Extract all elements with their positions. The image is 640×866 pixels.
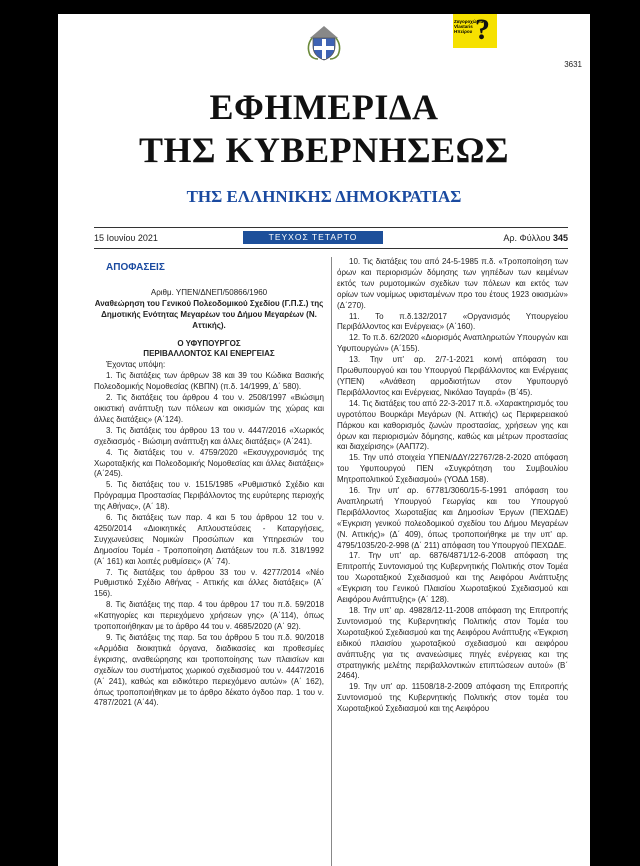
preamble-item: 4. Τις διατάξεις του ν. 4759/2020 «Εκσυγχρονισμός της Χωροταξικής και Πολεοδομικής Νομοθεσίας και άλλες διατάξεις» (Α΄245). (94, 447, 324, 479)
preamble-item: 2. Τις διατάξεις του άρθρου 4 του ν. 2508/1997 «Βιώσιμη οικιστική ανάπτυξη των πόλεων και οικισμών της χώρας και άλλες διατάξεις» (Α΄124). (94, 393, 324, 424)
preamble-item: 17. Την υπ' αρ. 6876/4871/12-6-2008 απόφαση της Επιτροπής Συντονισμού της Κυβερνητικής Πολιτικής στον Τομέα του Χωροταξικού Σχεδιασμού και της Αειφόρου Ανάπτυξης «Έγκριση του Γενικού Πλαισίου Χωροταξικού Σχεδιασμού και Αειφόρου Ανάπτυξης» (Α΄ 128). (337, 551, 568, 605)
right-column (337, 257, 568, 715)
preamble-item: 16. Την υπ' αρ. 67781/3060/15-5-1991 απόφαση του Αναπληρωτή Υπουργού Γεωργίας και του Υπουργού Περιβάλλοντος Χωροταξίας και Δημοσίων Έργων (ΠΕΧΩΔΕ) «Έγκριση γενικού πολεοδομικού σχεδίου του Δήμου Μεγαρέων (Ν. Αττικής)» (Δ΄ 409), όπως τροποποιήθηκε με την υπ' αρ. 4795/1035/20-2-998 (Δ΄ 211) απόφαση του Υπουργού ΠΕΧΩΔΕ. (337, 486, 568, 550)
masthead-line-2: ΤΗΣ ΚΥΒΕΡΝΗΣΕΩΣ (139, 130, 509, 170)
stamp-text: Ζαγοροχώρια Vlastaris Ηπείρου (454, 19, 484, 34)
section-heading: ΑΠΟΦΑΣΕΙΣ (106, 262, 165, 273)
preamble-item: 19. Την υπ' αρ. 11508/18-2-2009 απόφαση της Επιτροπής Συντονισμού της Κυβερνητικής Πολιτικής στον τομέα του Χωροταξικού Σχεδιασμού και της Αειφόρου (337, 682, 568, 714)
preamble-item: 10. Τις διατάξεις του από 24-5-1985 π.δ. «Τροποποίηση των όρων και περιορισμών δόμησης των γηπέδων των κειμένων εκτός των ρυμοτομικών σχεδίων των πόλεων και εκτός των ορίων των νομίμως υφισταμένων προ του έτους 1923 οικισμών» (Δ΄270). (337, 257, 568, 310)
preamble-item: 1. Τις διατάξεις των άρθρων 38 και 39 του Κώδικα Βασικής Πολεοδομικής Νομοθεσίας (ΚΒΠΝ) (π.δ. 14/1999, Δ΄ 580). (94, 371, 324, 392)
preamble-item: 5. Τις διατάξεις του ν. 1515/1985 «Ρυθμιστικό Σχέδιο και Πρόγραμμα Προστασίας Περιβάλλοντος της ευρύτερης περιοχής της Αθήνας», (Α΄ 18). (94, 480, 324, 512)
overlay-stamp (453, 14, 497, 48)
greek-coat-of-arms-icon (304, 22, 344, 62)
preamble-item: 13. Την υπ' αρ. 2/7-1-2021 κοινή απόφαση του Πρωθυπουργού και του Υπουργού Περιβάλλοντος και Ενέργειας (ΥΠΕΝ) «Ανάθεση αρμοδιοτήτων στον Υφυπουργό Περιβάλλοντος και Ενέργειας, Νικόλαο Ταγαρά» (Β΄45). (337, 355, 568, 397)
preamble-item: 12. Το π.δ. 62/2020 «Διορισμός Αναπληρωτών Υπουργών και Υφυπουργών» (Α΄155). (337, 333, 568, 354)
sheet-value: 345 (552, 233, 568, 243)
column-divider (331, 257, 332, 866)
minister-line-1: Ο ΥΦΥΠΟΥΡΓΟΣ (177, 338, 241, 348)
divider-top (94, 227, 568, 228)
preamble-item: 7. Τις διατάξεις του άρθρου 33 του ν. 4277/2014 «Νέο Ρυθμιστικό Σχέδιο Αθήνας - Αττικής και άλλες διατάξεις» (Α΄ 156). (94, 567, 324, 599)
preamble-item: 9. Τις διατάξεις της παρ. 5α του άρθρου 5 του π.δ. 90/2018 «Αρμόδια διοικητικά όργανα, διαδικασίες και προθεσμίες έγκρισης, αναθεώρησης και τροποποίησης των πλαισίων και σχεδίων του συστήματος χωρικού σχεδιασμού του ν. 4447/2016 (Α΄ 241), καθώς και ειδικότερο περιεχόμενο αυτών» (Α΄ 162), όπως τροποποιήθηκαν με το άρθρο δέκατο όγδοο παρ. 1 του ν. 4787/2021 (Α΄44). (94, 633, 324, 708)
preamble-item: 15. Την υπό στοιχεία ΥΠΕΝ/ΔΔΥ/22767/28-2-2020 απόφαση του Υφυπουργού ΠΕΝ «Συγκρότηση του Συμβουλίου Μητροπολιτικού Σχεδιασμού» (ΥΟΔΔ 158). (337, 453, 568, 485)
issue-date: 15 Ιουνίου 2021 (94, 233, 158, 243)
preamble-item: 11. Το π.δ.132/2017 «Οργανισμός Υπουργείου Περιβάλλοντος και Ενέργειας» (Α΄160). (337, 311, 568, 332)
sheet-label: Αρ. Φύλλου (503, 233, 551, 243)
decision-ref: Αριθμ. ΥΠΕΝ/ΔΝΕΠ/50866/1960 (150, 287, 268, 297)
gazette-page (58, 14, 590, 866)
decision-title: Αναθεώρηση του Γενικού Πολεοδομικού Σχεδίου (Γ.Π.Σ.) της Δημοτικής Ενότητας Μεγαρέων του Δήμου Μεγαρέων (Ν. Αττικής). (94, 298, 324, 330)
preamble-item: 3. Τις διατάξεις του άρθρου 13 του ν. 4447/2016 «Χωρικός σχεδιασμός - Βιώσιμη ανάπτυξη και άλλες διατάξεις» (Α΄241). (94, 425, 324, 446)
left-column (94, 257, 324, 709)
question-mark-icon: ? (475, 14, 490, 46)
issue-label: ΤΕΥΧΟΣ ΤΕΤΑΡΤΟ (243, 231, 383, 244)
preamble-item: 8. Τις διατάξεις της παρ. 4 του άρθρου 17 του π.δ. 59/2018 «Κατηγορίες και περιεχόμενο χρήσεων γης» (Α΄114), όπως τροποποιήθηκαν με το άρθρο 44 του ν. 4685/2020 (Α΄ 92). (94, 600, 324, 632)
page-number: 3631 (564, 60, 582, 69)
divider-bottom (94, 248, 568, 249)
masthead-line-3: ΤΗΣ ΕΛΛΗΝΙΚΗΣ ΔΗΜΟΚΡΑΤΙΑΣ (186, 187, 462, 206)
preamble-item: 6. Τις διατάξεις των παρ. 4 και 5 του άρθρου 12 του ν. 4250/2014 «Διοικητικές Απλουστεύσεις - Καταργήσεις, Συγχωνεύσεις Νομικών Προσώπων και Υπηρεσιών του Δημοσίου Τομέα - Τροποποίηση Διατάξεων του π.δ. 318/1992 (Α΄ 161) και λοιπές ρυθμίσεις» (Α΄ 74). (94, 513, 324, 566)
masthead-line-1: ΕΦΗΜΕΡΙΔΑ (209, 87, 439, 127)
minister-line-2: ΠΕΡΙΒΑΛΛΟΝΤΟΣ ΚΑΙ ΕΝΕΡΓΕΙΑΣ (143, 349, 275, 359)
sheet-number (503, 233, 568, 243)
preamble-item: 18. Την υπ' αρ. 49828/12-11-2008 απόφαση της Επιτροπής Συντονισμού της Κυβερνητικής Πολιτικής στον Τομέα του Χωροταξικού Σχεδιασμού και της Αειφόρου Ανάπτυξης «Έγκριση ειδικού πλαισίου χωροταξικού σχεδιασμού και αειφόρου ανάπτυξης για τις ανανεώσιμες πηγές ενέργειας και της στρατηγικής μελέτης περιβαλλοντικών επιπτώσεων αυτού» (Β΄ 2464). (337, 606, 568, 681)
preamble-intro: Έχοντας υπόψη: (106, 360, 166, 370)
preamble-item: 14. Τις διατάξεις του από 22-3-2017 π.δ. «Χαρακτηρισμός του υγροτόπου Βουρκάρι Μεγάρων (Ν. Αττικής) ως Περιφερειακού Πάρκου και καθορισμός ζωνών προστασίας, χρήσεων γης και όρων και περιορισμών δόμησης, καθώς και μέτρων προστασίας και διαχείρισης» (ΑΑΠ72). (337, 398, 568, 452)
